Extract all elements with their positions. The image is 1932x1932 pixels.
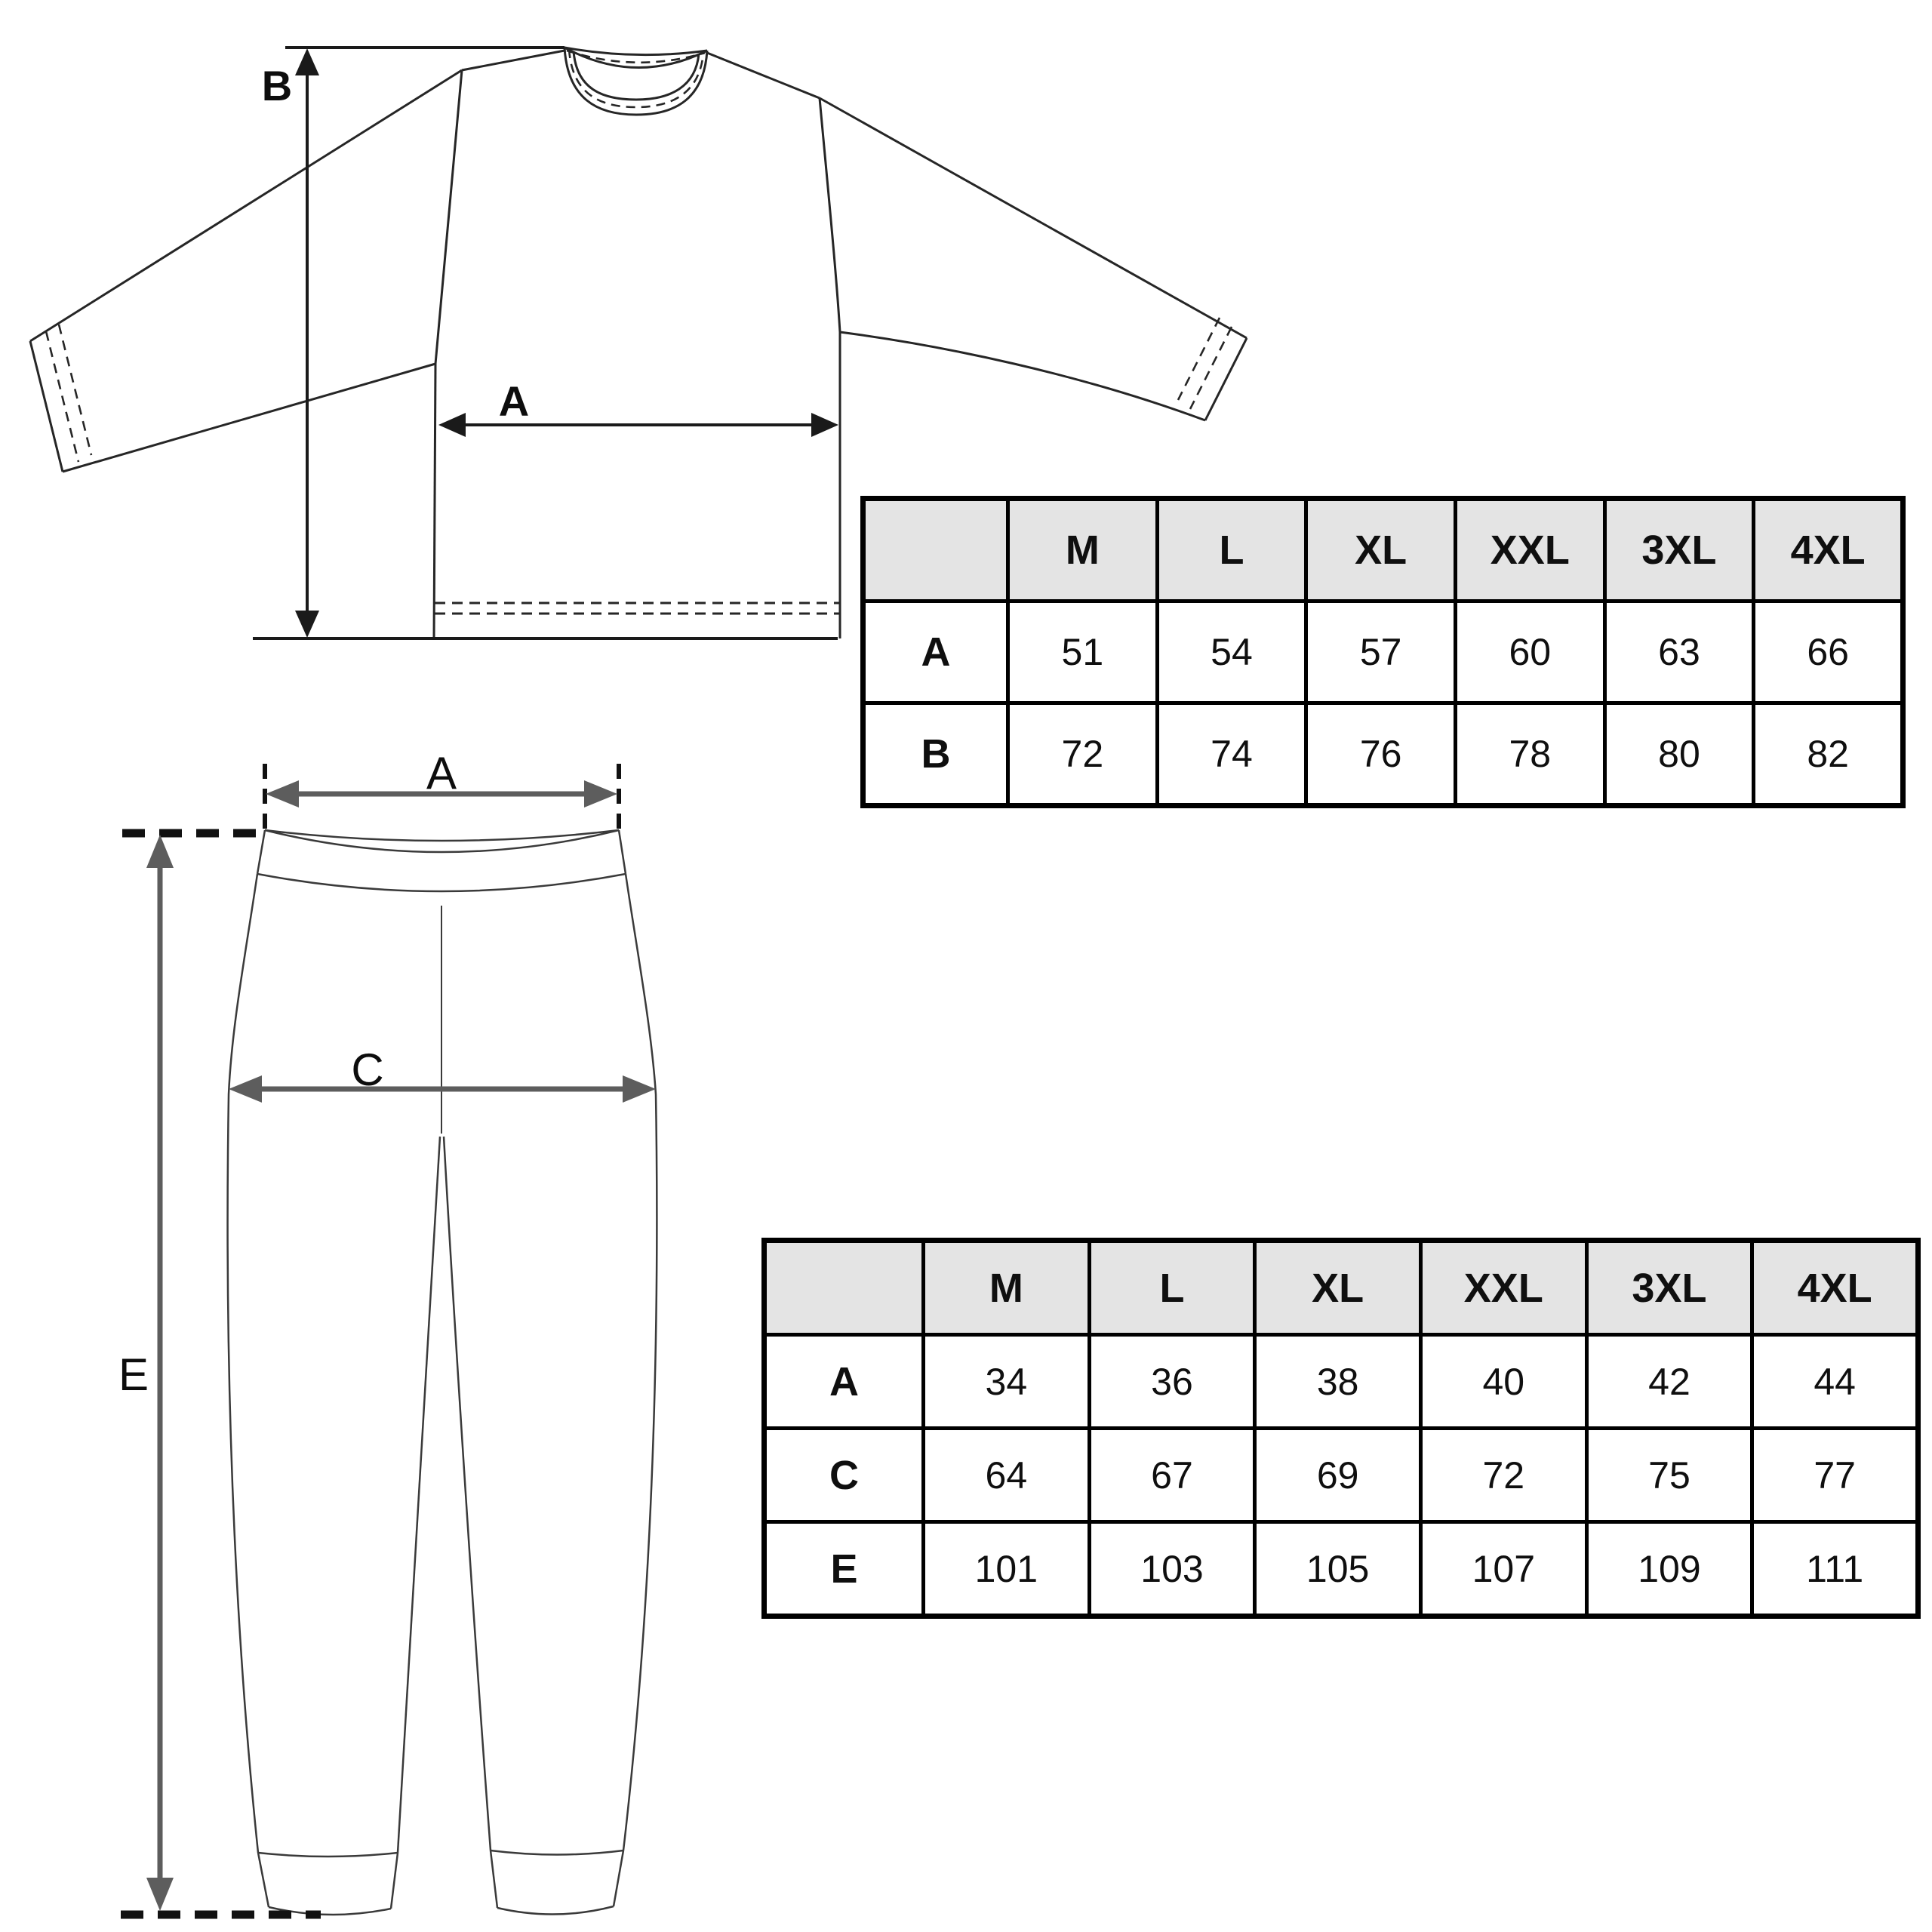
value-cell: 77 [1752, 1429, 1918, 1522]
value-cell: 60 [1455, 601, 1604, 703]
value-cell: 51 [1008, 601, 1158, 703]
shirt-cuff-stitches-icon [46, 318, 1232, 462]
size-header-cell: 3XL [1586, 1241, 1752, 1335]
dim-label-cell: B [863, 703, 1008, 806]
value-cell: 67 [1089, 1429, 1255, 1522]
table-header-row [764, 1241, 1918, 1335]
value-cell: 36 [1089, 1335, 1255, 1429]
pants-dim-c-label: C [351, 1044, 384, 1095]
corner-cell [764, 1241, 924, 1335]
value-cell: 111 [1752, 1522, 1918, 1617]
pants-dim-a-label: A [426, 748, 457, 798]
dim-label-cell: E [764, 1522, 924, 1617]
pants-length-arrow-e [146, 835, 174, 1911]
value-cell: 107 [1420, 1522, 1586, 1617]
size-header-cell: 4XL [1754, 499, 1903, 601]
pants-size-table [761, 1238, 1921, 1619]
value-cell: 105 [1255, 1522, 1421, 1617]
dim-label-cell: C [764, 1429, 924, 1522]
value-cell: 72 [1008, 703, 1158, 806]
value-cell: 66 [1754, 601, 1903, 703]
size-header-cell: M [1008, 499, 1158, 601]
shirt-length-arrow-b [295, 48, 319, 638]
value-cell: 72 [1420, 1429, 1586, 1522]
value-cell: 76 [1306, 703, 1456, 806]
table-row [764, 1522, 1918, 1617]
shirt-collar-icon [565, 48, 707, 115]
value-cell: 38 [1255, 1335, 1421, 1429]
value-cell: 103 [1089, 1522, 1255, 1617]
value-cell: 34 [924, 1335, 1090, 1429]
shirt-measure-lines [253, 48, 838, 638]
size-header-cell: XL [1306, 499, 1456, 601]
shirt-dim-a-label: A [498, 377, 530, 425]
value-cell: 40 [1420, 1335, 1586, 1429]
size-header-cell: XXL [1420, 1241, 1586, 1335]
size-header-cell: XL [1255, 1241, 1421, 1335]
value-cell: 75 [1586, 1429, 1752, 1522]
size-header-cell: 3XL [1604, 499, 1754, 601]
shirt-dim-b-label: B [261, 62, 293, 109]
table-header-row [863, 499, 1903, 601]
dim-label-cell: A [764, 1335, 924, 1429]
pants-outline-icon [228, 830, 657, 1915]
value-cell: 64 [924, 1429, 1090, 1522]
value-cell: 42 [1586, 1335, 1752, 1429]
shirt-size-table [860, 496, 1906, 808]
size-header-cell: M [924, 1241, 1090, 1335]
pants-dim-e-label: E [118, 1349, 149, 1400]
size-header-cell: L [1089, 1241, 1255, 1335]
table-row [764, 1429, 1918, 1522]
value-cell: 101 [924, 1522, 1090, 1617]
value-cell: 78 [1455, 703, 1604, 806]
pants-dashed-guides-icon [121, 764, 619, 1915]
size-header-cell: 4XL [1752, 1241, 1918, 1335]
value-cell: 82 [1754, 703, 1903, 806]
value-cell: 80 [1604, 703, 1754, 806]
value-cell: 69 [1255, 1429, 1421, 1522]
value-cell: 63 [1604, 601, 1754, 703]
shirt-hem-stitches-icon [435, 603, 839, 614]
value-cell: 109 [1586, 1522, 1752, 1617]
table-row [863, 703, 1903, 806]
dim-label-cell: A [863, 601, 1008, 703]
corner-cell [863, 499, 1008, 601]
table-row [764, 1335, 1918, 1429]
value-cell: 44 [1752, 1335, 1918, 1429]
size-header-cell: L [1157, 499, 1306, 601]
table-row [863, 601, 1903, 703]
value-cell: 74 [1157, 703, 1306, 806]
value-cell: 57 [1306, 601, 1456, 703]
value-cell: 54 [1157, 601, 1306, 703]
pants-drawing [118, 748, 657, 1915]
size-header-cell: XXL [1455, 499, 1604, 601]
